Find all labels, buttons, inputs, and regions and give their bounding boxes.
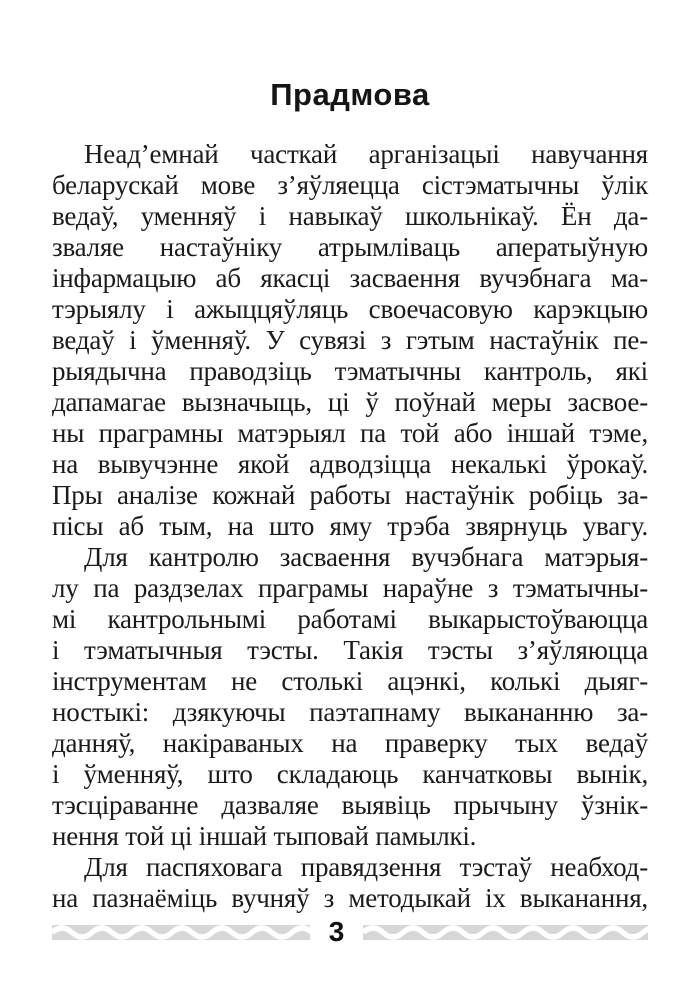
- text-line: на вывучэнне якой адводзіцца некалькі ўрокаў.: [52, 449, 648, 479]
- text-line: Для паспяховага правядзення тэстаў неабход-: [84, 852, 648, 882]
- text-line: лу па раздзелах праграмы нараўне з тэматычны-: [52, 573, 648, 603]
- text-line: пісы аб тым, на што яму трэба звярнуць увагу.: [52, 511, 648, 541]
- text-line: зваляе настаўніку атрымліваць аператыўную: [52, 232, 648, 262]
- text-line: Для кантролю засваення вучэбнага матэрыя-: [84, 542, 648, 572]
- page-footer: [52, 916, 648, 947]
- text-line: мі кантрольнымі работамі выкарыстоўваюцца: [52, 604, 648, 634]
- text-line: ведаў і ўменняў. У сувязі з гэтым настаўнік пе-: [52, 325, 648, 355]
- wave-divider-left: [52, 925, 310, 940]
- text-line: рыядычна праводзіць тэматычны кантроль, які: [52, 356, 648, 386]
- text-line: і тэматычныя тэсты. Такія тэсты з’яўляюцца: [52, 635, 648, 665]
- text-line: Неад’емнай часткай арганізацыі навучання: [84, 139, 648, 169]
- page-number: 3: [328, 916, 345, 947]
- text-line: і ўменняў, што складаюць канчатковы вынік,: [52, 759, 648, 789]
- text-line: ведаў, уменняў і навыкаў школьнікаў. Ён да-: [52, 201, 648, 231]
- text-line: беларускай мове з’яўляецца сістэматычны ўлік: [52, 170, 648, 200]
- text-line: тэрыялу і ажыццяўляць своечасовую карэкцыю: [52, 294, 648, 324]
- text-line: на пазнаёміць вучняў з методыкай іх выканання,: [52, 883, 648, 913]
- text-line: нення той ці іншай тыповай памылкі.: [52, 821, 477, 851]
- text-line: ны праграмны матэрыял па той або іншай тэме,: [52, 418, 648, 448]
- text-line: інструментам не столькі ацэнкі, колькі дыяг-: [52, 666, 648, 696]
- wave-divider-right: [363, 925, 648, 940]
- page-title: Прадмова: [270, 77, 430, 112]
- text-line: ностыкі: дзякуючы паэтапнаму выкананню за-: [52, 697, 648, 727]
- text-line: інфармацыю аб якасці засваення вучэбнага ма-: [52, 263, 648, 293]
- text-line: Пры аналізе кожнай работы настаўнік робіць за-: [52, 480, 648, 510]
- text-line: тэсціраванне дазваляе выявіць прычыну ўзнік-: [52, 790, 648, 820]
- text-block: [52, 139, 648, 914]
- text-line: данняў, накіраваных на праверку тых ведаў: [52, 728, 648, 758]
- text-line: дапамагае вызначыць, ці ў поўнай меры засвое-: [52, 387, 648, 417]
